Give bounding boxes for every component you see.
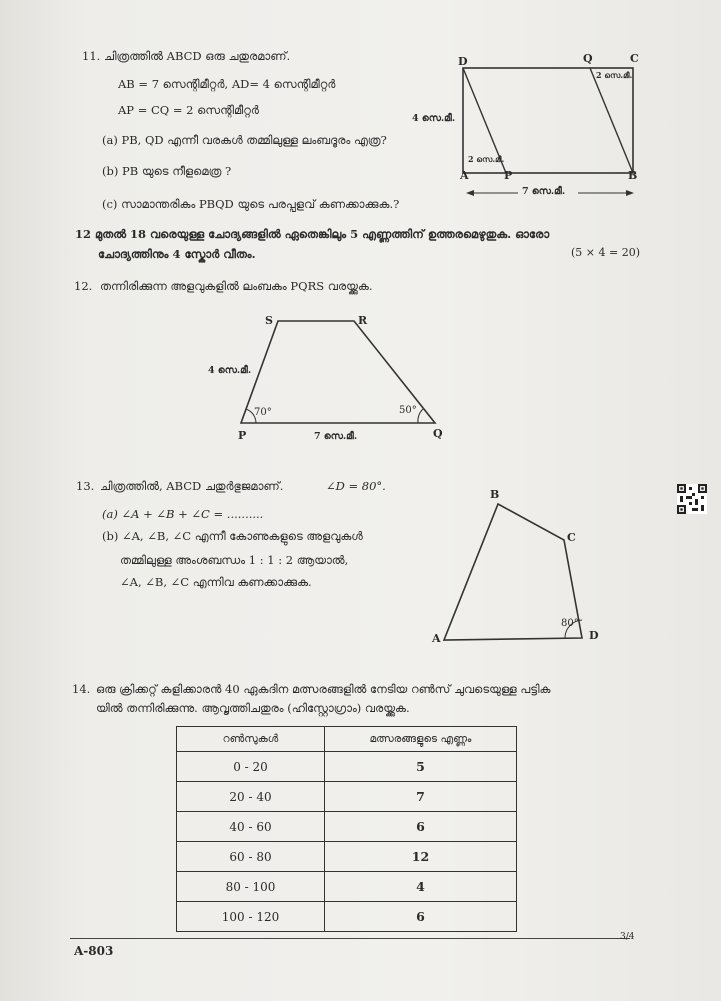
header-runs: റൺസുകൾ (177, 727, 325, 752)
q11-label-p: P (504, 169, 513, 182)
table-row (177, 782, 517, 812)
q13-angle-d: 80° (561, 618, 579, 629)
q11-ap-length: 2 സെ.മീ. (468, 154, 505, 164)
runs-frequency-table (176, 726, 517, 932)
q11-label-q: Q (583, 52, 593, 65)
q14-line-2: യിൽ തന്നിരിക്കുന്നു. ആവൃത്തിചതുരം (ഹിസ്റ്റോഗ്രാം) വരയ്ക്കുക. (96, 701, 410, 715)
q11-ab-length: 7 സെ.മീ. (522, 186, 566, 197)
q13-label-b: B (490, 488, 500, 501)
runs-interval: 20 - 40 (177, 782, 325, 812)
runs-interval: 40 - 60 (177, 812, 325, 842)
line-qb (590, 68, 633, 173)
arrowhead-left (466, 190, 474, 196)
q11-cq-length: 2 സെ.മീ. (596, 70, 633, 80)
match-count: 4 (325, 872, 517, 902)
runs-interval: 0 - 20 (177, 752, 325, 782)
q12-angle-q: 50° (399, 405, 417, 416)
q13-label-a: A (432, 632, 441, 645)
match-count: 7 (325, 782, 517, 812)
angle-q-arc (418, 409, 423, 423)
runs-interval: 80 - 100 (177, 872, 325, 902)
q13-given: ∠D = 80°. (326, 479, 386, 493)
q12-label-q: Q (433, 427, 443, 440)
qr-code-icon (677, 484, 707, 514)
q12-ps-length: 4 സെ.മീ. (208, 365, 252, 376)
q11-ad-length: 4 സെ.മീ. (412, 113, 456, 124)
q13-label-d: D (589, 629, 599, 642)
q11-label-c: C (630, 52, 639, 65)
table-row (177, 752, 517, 782)
table-row (177, 812, 517, 842)
instruction-line-1: 12 മുതൽ 18 വരെയുള്ള ചോദ്യങ്ങളിൽ ഏതെങ്കിലും 5 എണ്ണത്തിന് ഉത്തരമെഴുതുക. ഓരോ (75, 227, 550, 241)
q12-label-r: R (358, 314, 368, 327)
q12-pq-length: 7 സെ.മീ. (314, 431, 358, 442)
q13-part-b-1: (b) ∠A, ∠B, ∠C എന്നീ കോണുകളുടെ അളവുകൾ (102, 529, 363, 543)
page-number: 3/4 (620, 932, 635, 942)
instruction-marks: (5 × 4 = 20) (571, 246, 640, 259)
q12-label-s: S (265, 314, 273, 327)
table-row (177, 902, 517, 932)
arrowhead-right (626, 190, 634, 196)
q11-label-a: A (460, 169, 469, 182)
q12-label-p: P (238, 429, 247, 442)
q11-label-b: B (628, 169, 638, 182)
match-count: 6 (325, 812, 517, 842)
q13-part-b-3: ∠A, ∠B, ∠C എന്നിവ കണക്കാക്കുക. (120, 575, 312, 589)
q13-part-b-2: തമ്മിലുള്ള അംശബന്ധം 1 : 1 : 2 ആയാൽ, (120, 553, 349, 567)
footer-divider (70, 938, 630, 939)
q13-label-c: C (567, 531, 576, 544)
match-count: 5 (325, 752, 517, 782)
header-matches: മത്സരങ്ങളുടെ എണ്ണം (325, 727, 517, 752)
q12-angle-p: 70° (254, 407, 272, 418)
table-row (177, 872, 517, 902)
runs-interval: 100 - 120 (177, 902, 325, 932)
q12-number: 12. (74, 279, 93, 293)
table-row (177, 842, 517, 872)
q11-number: 11. (82, 49, 101, 63)
q11-given-1: AB = 7 സെന്റിമീറ്റർ, AD= 4 സെന്റിമീറ്റർ (118, 77, 336, 91)
instruction-line-2: ചോദ്യത്തിനും 4 സ്കോർ വീതം. (98, 247, 256, 261)
paper-code: A-803 (74, 944, 114, 958)
q13-part-a: (a) ∠A + ∠B + ∠C = .......... (102, 507, 264, 521)
q13-stem: ചിത്രത്തിൽ, ABCD ചതുർഭുജമാണ്. (100, 479, 284, 493)
q12-stem: തന്നിരിക്കുന്ന അളവുകളിൽ ലംബകം PQRS വരയ്ക്കുക. (100, 279, 373, 293)
q13-number: 13. (76, 479, 95, 493)
q14-line-1: ഒരു ക്രിക്കറ്റ് കളിക്കാരൻ 40 ഏകദിന മത്സരങ്ങളിൽ നേടിയ റൺസ് ചുവടെയുള്ള പട്ടിക (96, 682, 551, 696)
q11-given-2: AP = CQ = 2 സെന്റിമീറ്റർ (118, 103, 259, 117)
match-count: 6 (325, 902, 517, 932)
q11-part-c: (c) സാമാന്തരികം PBQD യുടെ പരപ്പളവ് കണക്കാക്കുക.? (102, 197, 400, 211)
q11-stem: ചിത്രത്തിൽ ABCD ഒരു ചതുരമാണ്. (104, 49, 291, 63)
table-header-row (177, 727, 517, 752)
q11-part-b: (b) PB യുടെ നീളമെത്ര ? (102, 164, 232, 178)
match-count: 12 (325, 842, 517, 872)
runs-interval: 60 - 80 (177, 842, 325, 872)
q11-label-d: D (458, 55, 468, 68)
q11-part-a: (a) PB, QD എന്നീ വരകൾ തമ്മിലുള്ള ലംബദൂരം എത്ര? (102, 133, 387, 147)
q14-number: 14. (72, 682, 91, 696)
